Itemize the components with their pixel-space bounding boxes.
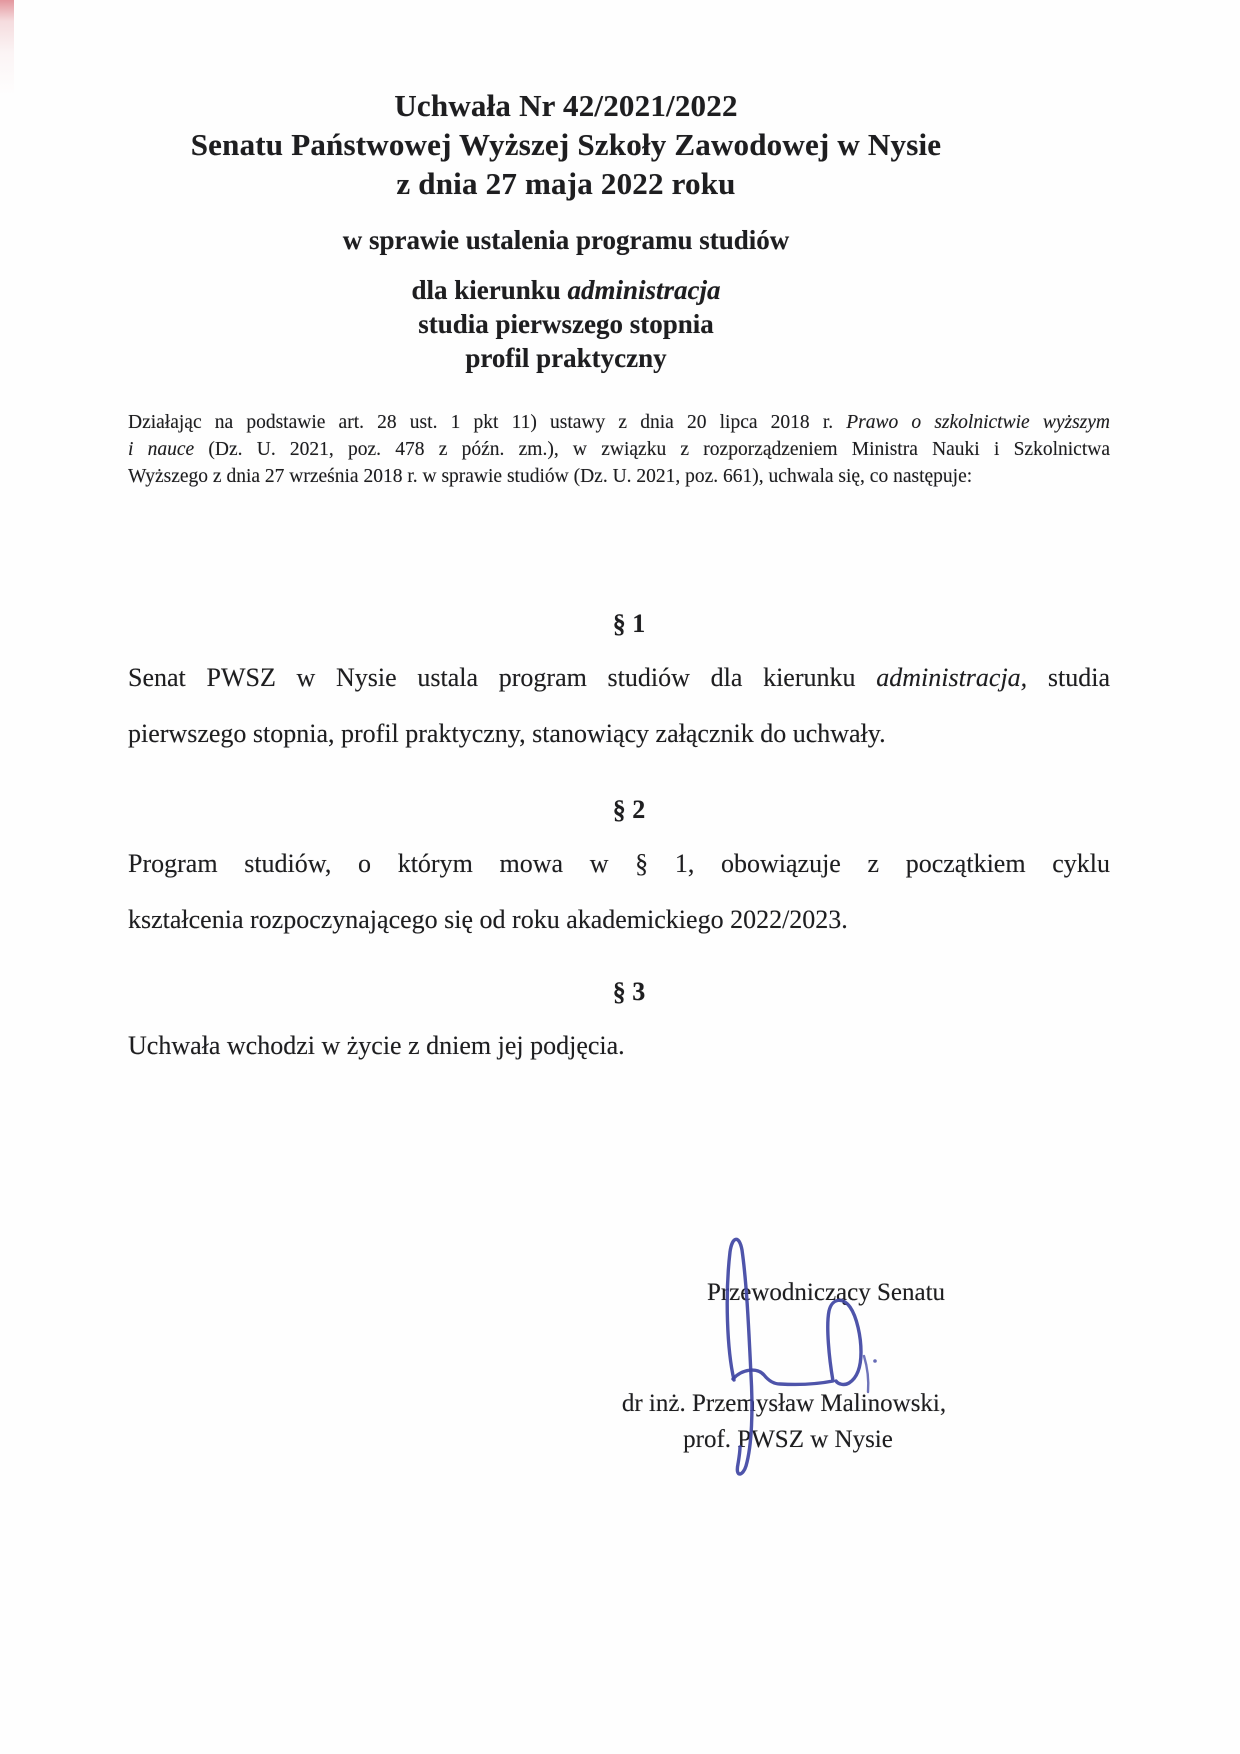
legal-basis-paragraph (128, 409, 1110, 490)
section-3-body (128, 1018, 1110, 1074)
issuing-body: Senatu Państwowej Wyższej Szkoły Zawodowej w Nysie (190, 127, 942, 162)
section-2-mark: § 2 (612, 795, 646, 824)
legal-line-2-act-title: i nauce (128, 439, 195, 460)
field-of-study-line (128, 273, 1004, 307)
degree-line: studia pierwszego stopnia (418, 309, 714, 339)
document-header (128, 0, 1004, 375)
section-1-body (128, 650, 1110, 762)
resolution-subject: w sprawie ustalenia programu studiów (342, 225, 790, 255)
section-1-line-1-tail: studia (1027, 663, 1111, 692)
legal-line-1 (128, 409, 1110, 436)
section-1-field-name: administracja, (876, 663, 1028, 692)
legal-line-3: Wyższego z dnia 27 września 2018 r. w sprawie studiów (Dz. U. 2021, poz. 661), uchwala się, co następuje: (128, 466, 973, 487)
field-prefix: dla kierunku (411, 275, 568, 305)
section-1-mark: § 1 (612, 609, 646, 638)
section-3-mark: § 3 (612, 977, 646, 1006)
legal-line-2 (128, 436, 1110, 463)
legal-line-1-act-title: Prawo o szkolnictwie wyższym (846, 412, 1110, 433)
field-name: administracja (567, 275, 721, 305)
signatory-role: Przewodniczący Senatu (706, 1279, 946, 1306)
section-2-line-2: kształcenia rozpoczynającego się od roku akademickiego 2022/2023. (128, 905, 848, 934)
section-1-line-1 (128, 650, 1110, 706)
section-1-line-1-text: Senat PWSZ w Nysie ustala program studiów dla kierunku (128, 663, 877, 692)
section-2-line-1: Program studiów, o którym mowa w § 1, obowiązuje z początkiem cyklu (128, 849, 1110, 878)
section-1-line-2: pierwszego stopnia, profil praktyczny, stanowiący załącznik do uchwały. (128, 719, 886, 748)
scan-corner-mark (0, 0, 14, 96)
section-2-body (128, 836, 1110, 948)
resolution-number: Uchwała Nr 42/2021/2022 (394, 88, 738, 123)
section-3-line-1: Uchwała wchodzi w życie z dniem jej podjęcia. (128, 1031, 625, 1060)
signatory-name: dr inż. Przemysław Malinowski, (621, 1390, 947, 1417)
signatory-affiliation: prof. PWSZ w Nysie (683, 1426, 893, 1453)
legal-line-1-text: Działając na podstawie art. 28 ust. 1 pkt 11) ustawy z dnia 20 lipca 2018 r. (128, 412, 847, 433)
profile-line: profil praktyczny (465, 343, 667, 373)
legal-line-2-text: (Dz. U. 2021, poz. 478 z późn. zm.), w związku z rozporządzeniem Ministra Nauki i Szkolnictwa (194, 439, 1110, 460)
signature-block (604, 1276, 1004, 1458)
document-content (128, 0, 1110, 1458)
resolution-date: z dnia 27 maja 2022 roku (396, 166, 736, 201)
